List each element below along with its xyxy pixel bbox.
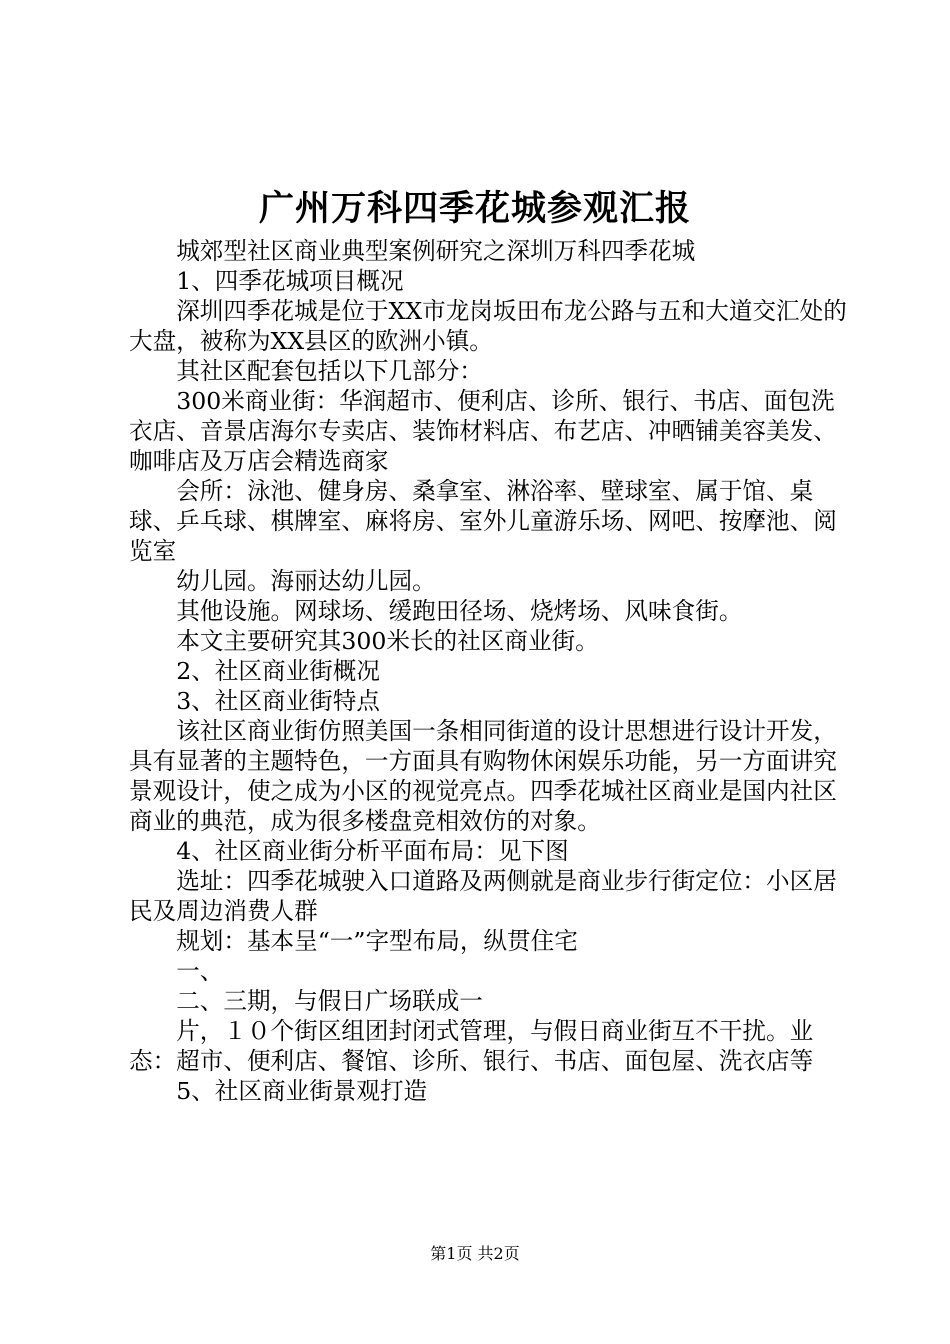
document-title: 广州万科四季花城参观汇报 (258, 188, 691, 229)
paragraph: 会所：泳池、健身房、桑拿室、淋浴率、壁球室、属于馆、桌球、乒乓球、棋牌室、麻将房、室外儿童游乐场、网吧、按摩池、阅览室 (129, 477, 837, 565)
page-footer: 第1页 共2页 (430, 1244, 520, 1263)
paragraph: 5、社区商业街景观打造 (176, 1077, 428, 1105)
paragraph: 一、 (176, 957, 224, 985)
paragraph: 3、社区商业街特点 (176, 687, 380, 715)
paragraph: 该社区商业街仿照美国一条相同街道的设计思想进行设计开发，具有显著的主题特色，一方面具有购物休闲娱乐功能，另一方面讲究景观设计，使之成为小区的视觉亮点。四季花城社区商业是国内社区商业的典范，成为很多楼盘竞相效仿的对象。 (129, 717, 837, 835)
paragraph: 2、社区商业街概况 (176, 657, 380, 685)
paragraph: 幼儿园。海丽达幼儿园。 (176, 567, 436, 595)
paragraph: 本文主要研究其300米长的社区商业街。 (176, 627, 599, 655)
paragraph: 其社区配套包括以下几部分： (176, 357, 483, 385)
document-body (129, 236, 849, 1106)
paragraph: 4、社区商业街分析平面布局：见下图 (176, 837, 569, 865)
paragraph: 规划：基本呈“一”字型布局，纵贯住宅 (176, 927, 578, 955)
paragraph: 片，１０个街区组团封闭式管理，与假日商业街互不干扰。业态：超市、便利店、餐馆、诊所、银行、书店、面包屋、洗衣店等 (129, 1017, 814, 1075)
paragraph: 二、三期，与假日广场联成一 (176, 987, 483, 1015)
paragraph: 1、四季花城项目概况 (176, 267, 404, 295)
paragraph: 深圳四季花城是位于XX市龙岗坂田布龙公路与五和大道交汇处的大盘，被称为XX县区的欧洲小镇。 (129, 297, 847, 355)
paragraph: 其他设施。网球场、缓跑田径场、烧烤场、风味食街。 (176, 597, 743, 625)
paragraph: 300米商业街：华润超市、便利店、诊所、银行、书店、面包洗衣店、音景店海尔专卖店、装饰材料店、布艺店、冲晒铺美容美发、咖啡店及万店会精选商家 (129, 387, 837, 475)
paragraph: 城郊型社区商业典型案例研究之深圳万科四季花城 (176, 237, 696, 265)
paragraph: 选址：四季花城驶入口道路及两侧就是商业步行街定位：小区居民及周边消费人群 (129, 867, 837, 925)
